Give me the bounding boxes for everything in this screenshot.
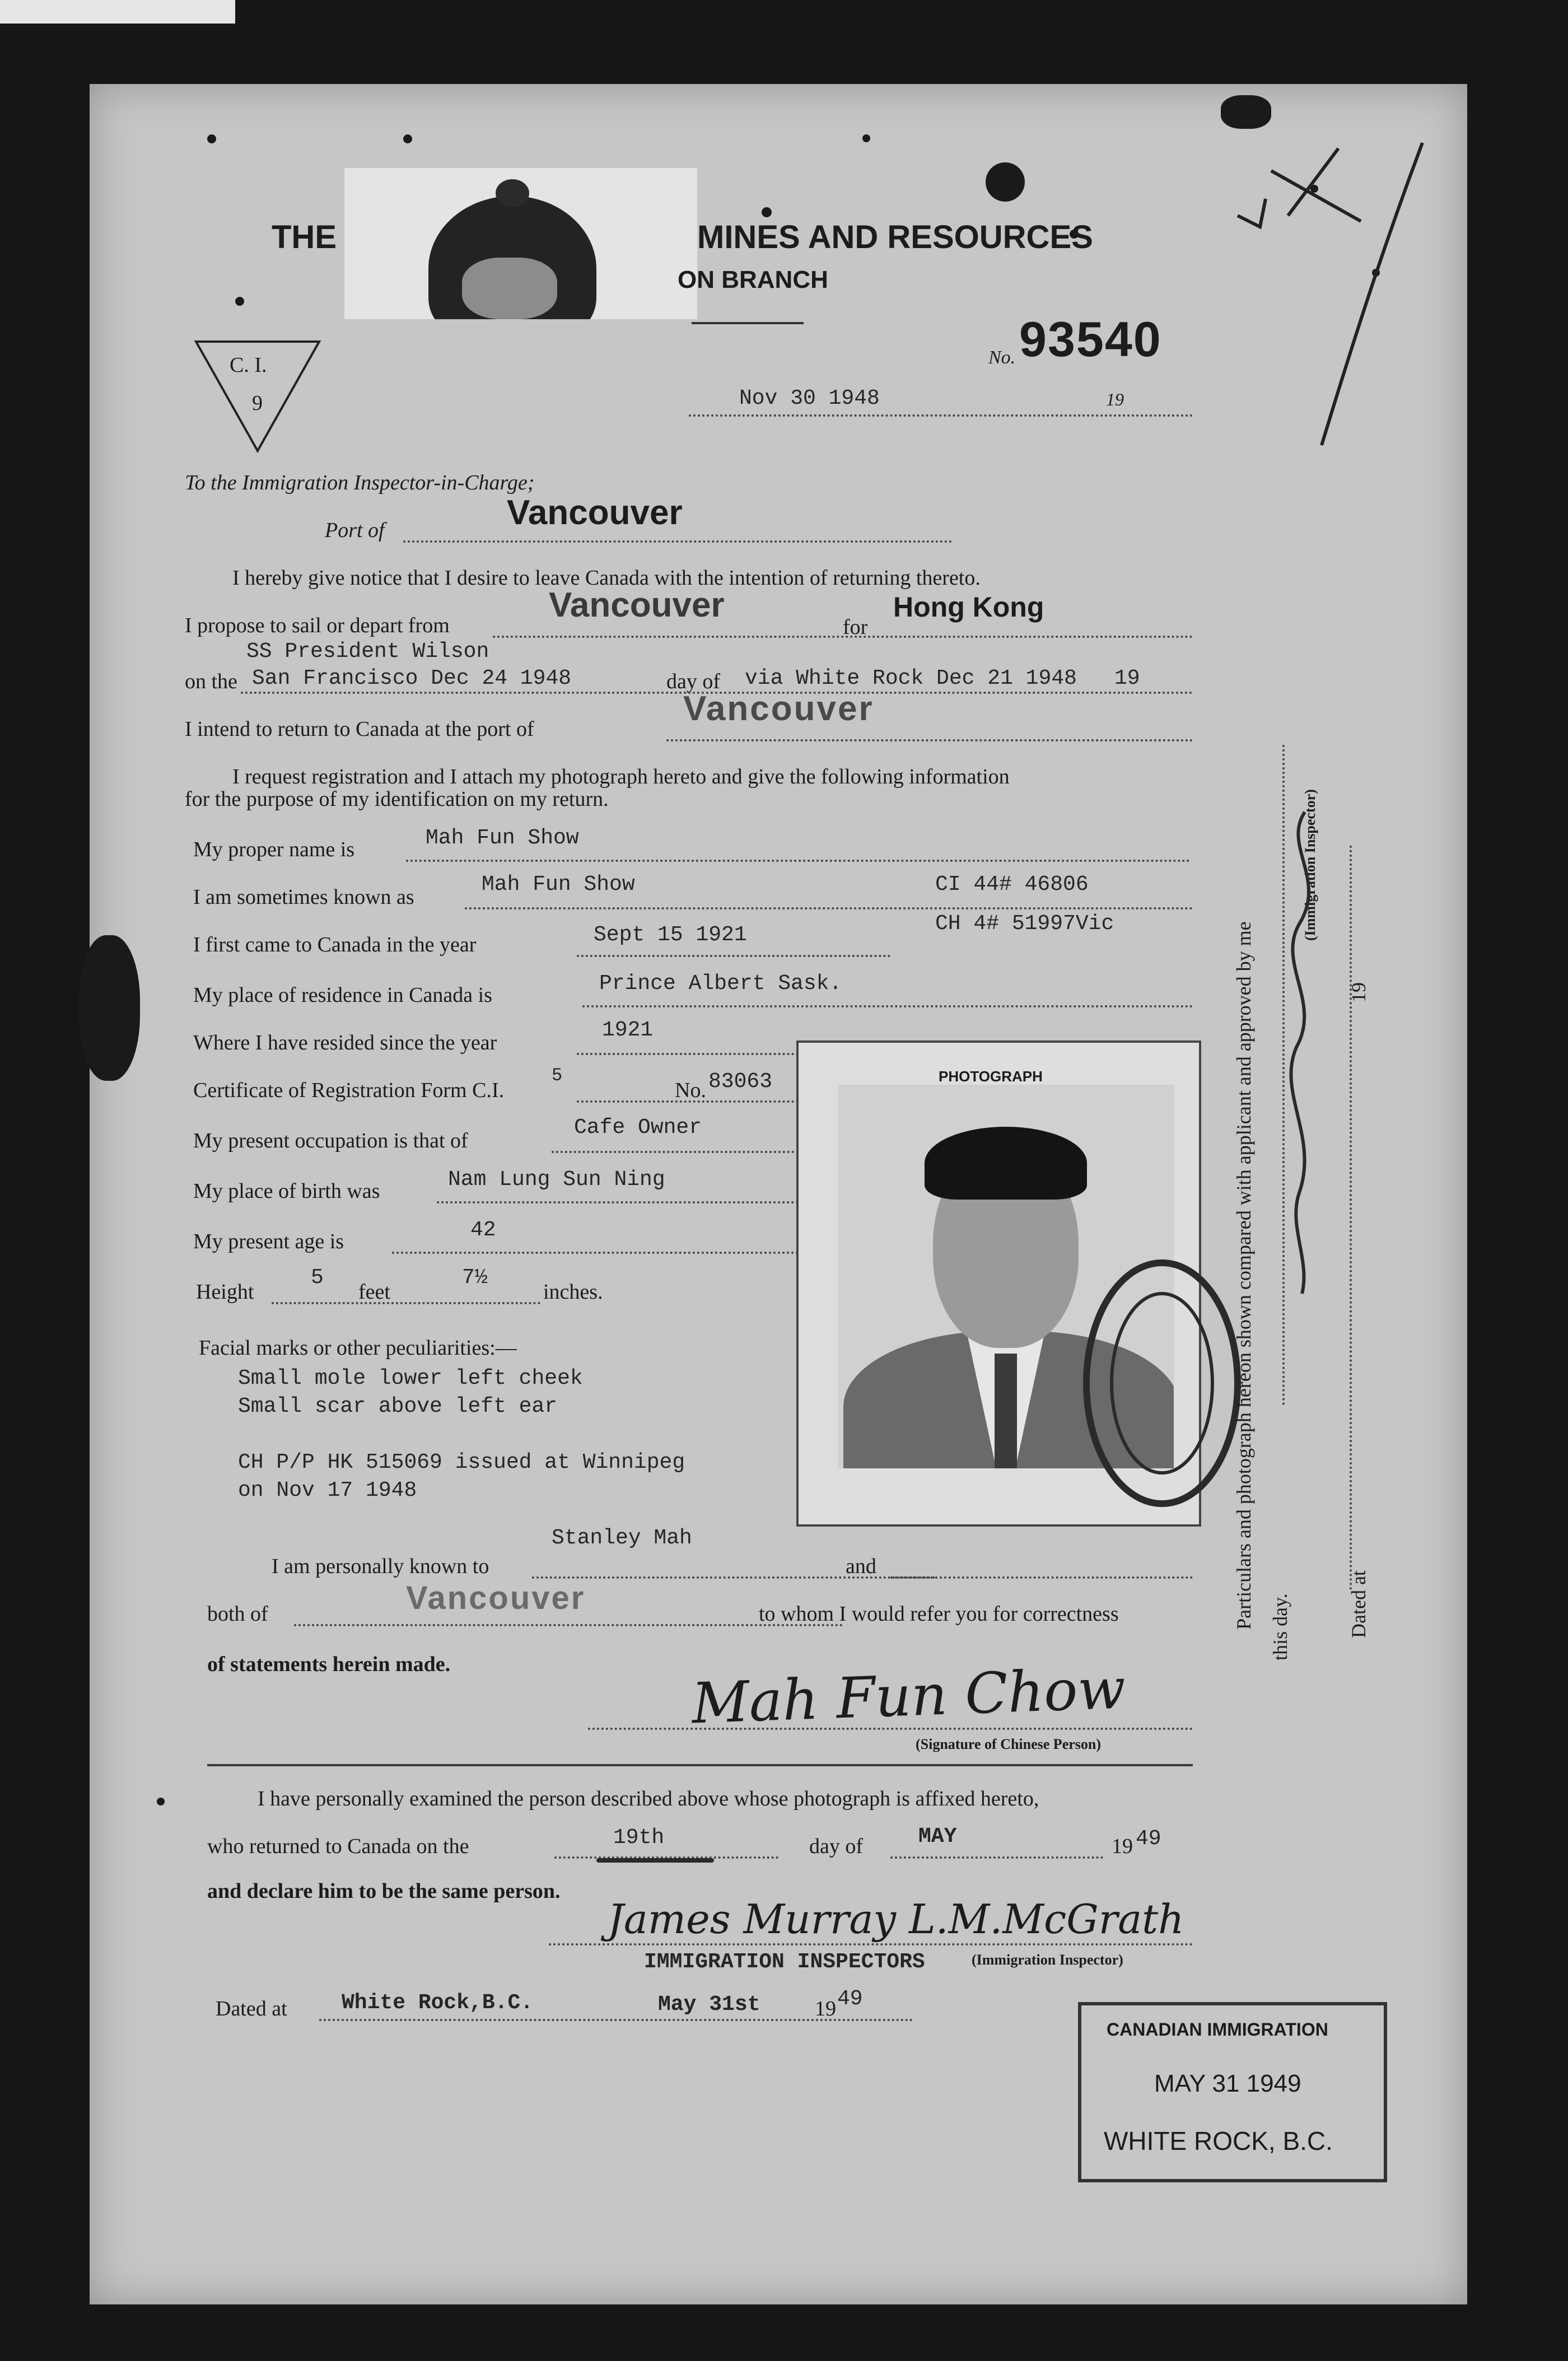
signature-line xyxy=(588,1728,1193,1730)
form-code-bottom: 9 xyxy=(252,391,263,415)
side-dated-at: Dated at xyxy=(1347,1570,1370,1638)
ink-speck xyxy=(403,134,412,143)
ink-speck xyxy=(207,134,216,143)
cert-label: Certificate of Registration Form C.I. xyxy=(193,1079,505,1102)
returned-year-prefix: 19 xyxy=(1112,1835,1133,1858)
and-line xyxy=(890,1576,1193,1579)
proper-name-line xyxy=(406,860,1190,862)
ch4-number: CH 4# 51997Vic xyxy=(935,912,1114,936)
form-date: Nov 30 1948 xyxy=(739,386,880,410)
returned-label: who returned to Canada on the xyxy=(207,1835,469,1858)
serial-number: 93540 xyxy=(1019,311,1162,367)
known-to: Stanley Mah xyxy=(552,1526,692,1550)
first-came-line xyxy=(577,955,890,957)
day-of-label: day of xyxy=(666,670,721,693)
resided-since-line xyxy=(577,1053,812,1055)
section-divider xyxy=(207,1764,1193,1766)
proper-name: Mah Fun Show xyxy=(426,826,579,850)
day-underline-stroke xyxy=(596,1858,714,1863)
side-particulars: Particulars and photograph hereon shown compared with applicant and approved by me xyxy=(1233,921,1255,1630)
occupation-line xyxy=(552,1151,812,1153)
ink-speck xyxy=(235,297,244,306)
form-code-top: C. I. xyxy=(230,353,267,377)
stamp-line-3: WHITE ROCK, B.C. xyxy=(1104,2126,1333,2155)
header-title: MINES AND RESOURCES xyxy=(697,219,1093,255)
sail-year: 19 xyxy=(1114,666,1140,690)
immigration-stamp xyxy=(1078,2002,1387,2182)
on-the-label: on the xyxy=(185,670,237,693)
age-value: 42 xyxy=(470,1218,496,1242)
age-label: My present age is xyxy=(193,1230,344,1253)
header-the: THE xyxy=(272,219,337,255)
returned-day-of-label: day of xyxy=(809,1835,864,1858)
aka-value: Mah Fun Show xyxy=(482,872,635,897)
inspector-signatures: James Murray L.M.McGrath xyxy=(608,1896,1184,1943)
statements-label: of statements herein made. xyxy=(207,1653,451,1676)
inspector-caption: (Immigration Inspector) xyxy=(972,1952,1123,1968)
returned-day: 19th xyxy=(613,1826,665,1850)
declare-label: and declare him to be the same person. xyxy=(207,1879,561,1903)
inspector-line xyxy=(549,1943,1193,1945)
side-dated-line xyxy=(1350,846,1352,1590)
returned-month: MAY xyxy=(918,1825,957,1849)
for-label: for xyxy=(843,615,868,639)
cert-line xyxy=(577,1100,812,1103)
notice-intro: I hereby give notice that I desire to leave Canada with the intention of returning thereto. xyxy=(232,566,981,590)
immigration-form-ci9 xyxy=(90,84,1467,2304)
passport-line-1: CH P/P HK 515069 issued at Winnipeg xyxy=(238,1450,685,1475)
cert-no: 83063 xyxy=(708,1070,773,1094)
request-line-2: for the purpose of my identification on my return. xyxy=(185,787,609,811)
side-this-day: this day. xyxy=(1269,1593,1291,1660)
pen-check-mark xyxy=(1221,132,1434,462)
return-port: Vancouver xyxy=(683,689,874,728)
port-label: Port of xyxy=(325,519,385,542)
sail-label: I propose to sail or depart from xyxy=(185,614,450,637)
dated-year: 49 xyxy=(837,1987,863,2011)
passport-line-2: on Nov 17 1948 xyxy=(238,1478,417,1503)
scan-edge-strip xyxy=(0,0,235,24)
mark-2: Small scar above left ear xyxy=(238,1394,558,1419)
serial-prefix: No. xyxy=(988,347,1016,368)
returned-year: 49 xyxy=(1136,1827,1161,1851)
port-value: Vancouver xyxy=(507,493,683,532)
refer-label: to whom I would refer you for correctness xyxy=(759,1602,1119,1626)
ink-speck xyxy=(157,1798,165,1805)
both-of-label: both of xyxy=(207,1602,268,1626)
ink-speck xyxy=(762,207,772,217)
header-photo-fragment xyxy=(344,168,697,319)
sail-date: San Francisco Dec 24 1948 xyxy=(252,666,572,690)
occupation-label: My present occupation is that of xyxy=(193,1129,468,1152)
inspectors-typed: IMMIGRATION INSPECTORS xyxy=(644,1950,925,1974)
birthplace-line xyxy=(437,1201,812,1203)
cert-form: 5 xyxy=(552,1065,563,1086)
header-branch: ON BRANCH xyxy=(678,266,828,293)
residence-value: Prince Albert Sask. xyxy=(599,972,842,996)
marks-label: Facial marks or other peculiarities:— xyxy=(199,1336,517,1360)
height-inches: 7½ xyxy=(462,1266,488,1290)
year-suffix: 19 xyxy=(1106,389,1124,409)
height-line xyxy=(272,1302,540,1304)
return-label: I intend to return to Canada at the port of xyxy=(185,717,534,741)
age-line xyxy=(392,1252,812,1254)
birthplace-label: My place of birth was xyxy=(193,1179,380,1203)
header-rule xyxy=(692,322,804,324)
side-handwritten-signature xyxy=(1266,801,1338,1305)
ink-speck xyxy=(78,935,140,1081)
side-year-prefix: 19 xyxy=(1347,982,1370,1002)
applicant-signature: Mah Fun Chow xyxy=(690,1655,1127,1737)
ink-speck xyxy=(862,134,870,142)
dated-place: White Rock,B.C. xyxy=(342,1991,534,2015)
residence-line xyxy=(582,1005,1193,1007)
depart-from: Vancouver xyxy=(549,586,725,624)
port-line xyxy=(403,540,952,543)
resided-since-value: 1921 xyxy=(602,1018,654,1042)
residence-label: My place of residence in Canada is xyxy=(193,983,492,1007)
height-label: Height xyxy=(196,1280,254,1304)
stamp-line-2: MAY 31 1949 xyxy=(1154,2070,1301,2097)
and-label: and xyxy=(846,1555,876,1578)
stamp-line-1: CANADIAN IMMIGRATION xyxy=(1107,2019,1328,2040)
portrait-tie xyxy=(995,1354,1017,1468)
portrait-hair xyxy=(925,1127,1087,1200)
dated-date: May 31st xyxy=(658,1993,760,2017)
proper-name-label: My proper name is xyxy=(193,838,355,861)
side-inspector-caption: (Immigration Inspector) xyxy=(1302,789,1318,941)
hat-knot xyxy=(496,179,529,207)
to-inspector-label: To the Immigration Inspector-in-Charge; xyxy=(185,471,535,494)
occupation-value: Cafe Owner xyxy=(574,1116,702,1140)
date-line xyxy=(689,414,1193,417)
ink-speck xyxy=(986,162,1025,202)
both-of-value: Vancouver xyxy=(406,1580,586,1616)
mark-1: Small mole lower left cheek xyxy=(238,1366,583,1391)
resided-since-label: Where I have resided since the year xyxy=(193,1031,497,1054)
via-text: via White Rock Dec 21 1948 xyxy=(745,666,1077,690)
face-shadow xyxy=(462,258,557,319)
round-stamp xyxy=(1072,1249,1252,1518)
cert-no-label: No. xyxy=(675,1079,706,1102)
first-came-value: Sept 15 1921 xyxy=(594,923,747,947)
aka-line xyxy=(465,907,1193,909)
birthplace-value: Nam Lung Sun Ning xyxy=(448,1168,665,1192)
photo-caption: PHOTOGRAPH xyxy=(939,1068,1043,1085)
known-label: I am personally known to xyxy=(272,1555,489,1578)
request-line-1: I request registration and I attach my photograph hereto and give the following information xyxy=(232,765,1010,788)
feet-label: feet xyxy=(358,1280,390,1304)
returned-month-line xyxy=(890,1856,1103,1859)
examined-line: I have personally examined the person described above whose photograph is affixed hereto, xyxy=(258,1787,1039,1811)
return-line xyxy=(666,739,1193,741)
inches-label: inches. xyxy=(543,1280,603,1304)
first-came-label: I first came to Canada in the year xyxy=(193,933,477,956)
height-feet: 5 xyxy=(311,1266,324,1290)
dated-year-prefix: 19 xyxy=(815,1997,836,2021)
ink-speck xyxy=(1221,95,1271,129)
ci44-number: CI 44# 46806 xyxy=(935,872,1089,897)
aka-label: I am sometimes known as xyxy=(193,885,414,909)
signature-caption: (Signature of Chinese Person) xyxy=(916,1736,1102,1752)
ship-name: SS President Wilson xyxy=(246,640,489,664)
dated-at-label: Dated at xyxy=(216,1997,287,2021)
destination: Hong Kong xyxy=(893,591,1044,623)
